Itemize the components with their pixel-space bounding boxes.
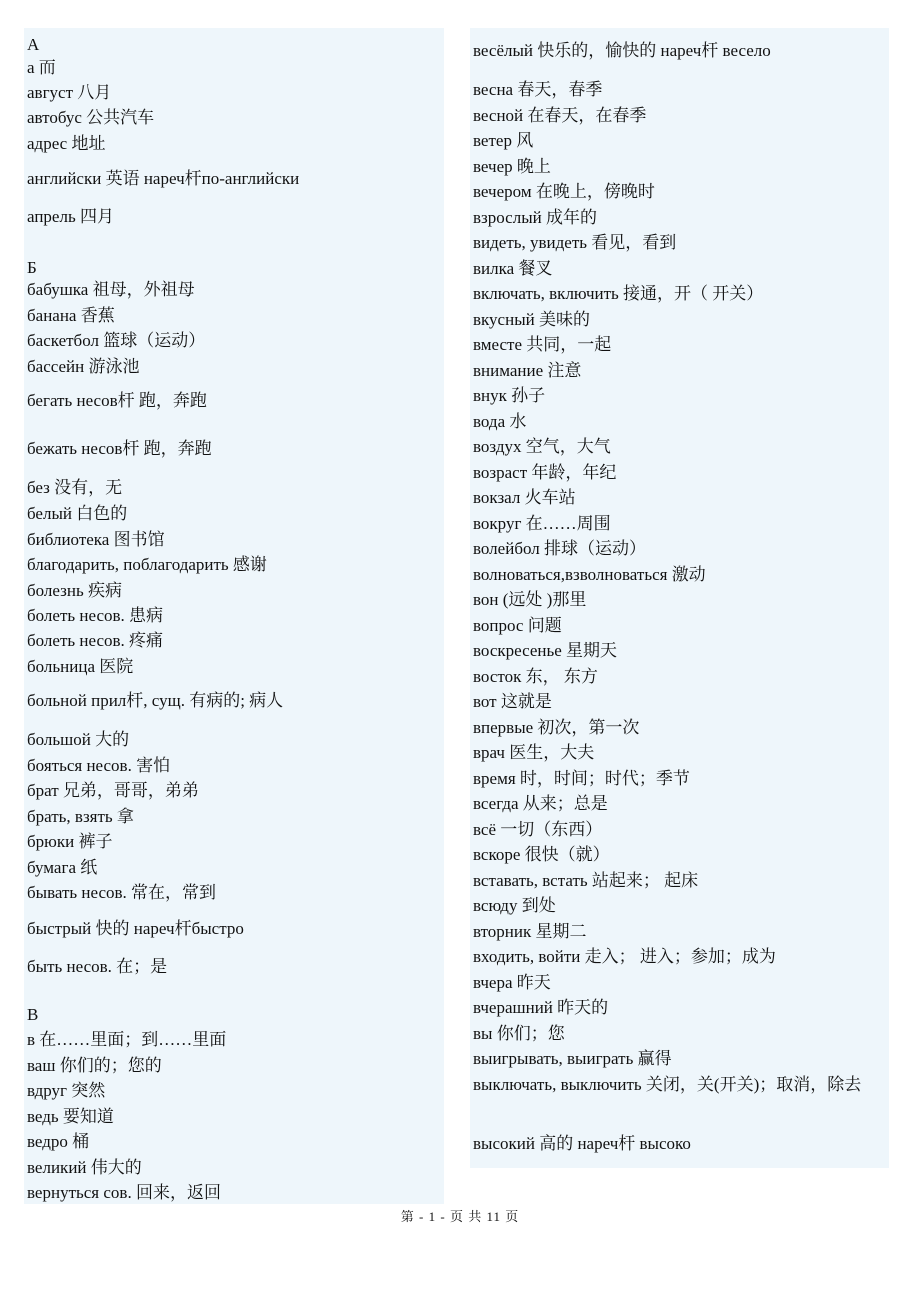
dictionary-entry: библиотека 图书馆 xyxy=(27,530,165,549)
dictionary-entry: быстрый 快的 нареч杆быстро xyxy=(27,919,244,938)
dictionary-entry: баскетбол 篮球（运动） xyxy=(27,331,206,350)
dictionary-entry: врач 医生，大夫 xyxy=(473,743,595,762)
dictionary-entry: весна 春天，春季 xyxy=(473,80,603,99)
dictionary-entry: больница 医院 xyxy=(27,657,134,676)
dictionary-entry: быть несов. 在；是 xyxy=(27,957,168,976)
dictionary-entry: вскоре 很快（就） xyxy=(473,845,610,864)
dictionary-entry: волейбол 排球（运动） xyxy=(473,539,646,558)
dictionary-entry: бежать несов杆 跑，奔跑 xyxy=(27,439,212,458)
dictionary-entry: больной прил杆, сущ. 有病的; 病人 xyxy=(27,691,284,710)
dictionary-entry: бассейн 游泳池 xyxy=(27,357,140,376)
dictionary-entry: всегда 从来；总是 xyxy=(473,794,608,813)
dictionary-entry: A xyxy=(27,35,40,54)
dictionary-entry: вилка 餐叉 xyxy=(473,259,553,278)
dictionary-entry: ведь 要知道 xyxy=(27,1107,114,1126)
dictionary-entry: вокзал 火车站 xyxy=(473,488,576,507)
dictionary-entry: В xyxy=(27,1005,39,1024)
dictionary-entry: вчерашний 昨天的 xyxy=(473,998,609,1017)
dictionary-entry: без 没有，无 xyxy=(27,478,123,497)
dictionary-entry: апрель 四月 xyxy=(27,207,114,226)
dictionary-entry: вот 这就是 xyxy=(473,692,552,711)
dictionary-entry: большой 大的 xyxy=(27,730,130,749)
dictionary-entry: бумага 纸 xyxy=(27,858,98,877)
left-column xyxy=(24,28,444,1204)
dictionary-entry: всюду 到处 xyxy=(473,896,556,915)
dictionary-entry: вкусный 美味的 xyxy=(473,310,590,329)
dictionary-entry: вечер 晚上 xyxy=(473,157,551,176)
dictionary-entry: вернуться сов. 回来，返回 xyxy=(27,1183,221,1202)
dictionary-entry: великий 伟大的 xyxy=(27,1158,142,1177)
dictionary-entry: вопрос 问题 xyxy=(473,616,562,635)
dictionary-entry: восток 东， 东方 xyxy=(473,667,598,686)
dictionary-entry: вдруг 突然 xyxy=(27,1081,106,1100)
dictionary-entry: вы 你们；您 xyxy=(473,1024,565,1043)
dictionary-entry: Б xyxy=(27,258,37,277)
dictionary-entry: ваш 你们的；您的 xyxy=(27,1056,162,1075)
dictionary-entry: брат 兄弟，哥哥，弟弟 xyxy=(27,781,199,800)
dictionary-entry: включать, включить 接通，开（ 开关） xyxy=(473,284,764,303)
dictionary-entry: вторник 星期二 xyxy=(473,922,587,941)
dictionary-entry: выигрывать, выиграть 赢得 xyxy=(473,1049,672,1068)
dictionary-entry: болезнь 疾病 xyxy=(27,581,122,600)
dictionary-entry: болеть несов. 患病 xyxy=(27,606,164,625)
dictionary-entry: впервые 初次，第一次 xyxy=(473,718,640,737)
dictionary-entry: банана 香蕉 xyxy=(27,306,115,325)
dictionary-entry: входить, войти 走入； 进入；参加；成为 xyxy=(473,947,776,966)
dictionary-entry: а 而 xyxy=(27,58,56,77)
dictionary-entry: воздух 空气，大气 xyxy=(473,437,611,456)
dictionary-entry: весной 在春天，在春季 xyxy=(473,106,647,125)
dictionary-entry: белый 白色的 xyxy=(27,504,128,523)
dictionary-entry: воскресенье 星期天 xyxy=(473,641,618,660)
dictionary-entry: брюки 裤子 xyxy=(27,832,113,851)
dictionary-entry: вместе 共同，一起 xyxy=(473,335,612,354)
dictionary-entry: время 时，时间；时代；季节 xyxy=(473,769,690,788)
dictionary-entry: вокруг 在……周围 xyxy=(473,514,611,533)
dictionary-entry: взрослый 成年的 xyxy=(473,208,597,227)
dictionary-entry: в 在……里面；到……里面 xyxy=(27,1030,227,1049)
dictionary-entry: вставать, встать 站起来； 起床 xyxy=(473,871,699,890)
dictionary-entry: август 八月 xyxy=(27,83,112,102)
right-column xyxy=(470,28,889,1168)
dictionary-entry: брать, взять 拿 xyxy=(27,807,134,826)
dictionary-entry: ведро 桶 xyxy=(27,1132,90,1151)
dictionary-entry: вчера 昨天 xyxy=(473,973,551,992)
dictionary-entry: видеть, увидеть 看见，看到 xyxy=(473,233,677,252)
dictionary-entry: всё 一切（东西） xyxy=(473,820,603,839)
dictionary-entry: внимание 注意 xyxy=(473,361,582,380)
dictionary-entry: высокий 高的 нареч杆 высоко xyxy=(473,1134,691,1153)
dictionary-entry: адрес 地址 xyxy=(27,134,106,153)
dictionary-entry: бегать несов杆 跑，奔跑 xyxy=(27,391,207,410)
dictionary-entry: бабушка 祖母，外祖母 xyxy=(27,280,195,299)
dictionary-entry: ветер 风 xyxy=(473,131,534,150)
dictionary-entry: вечером 在晚上，傍晚时 xyxy=(473,182,655,201)
dictionary-entry: автобус 公共汽车 xyxy=(27,108,155,127)
dictionary-entry: внук 孙子 xyxy=(473,386,546,405)
dictionary-entry: выключать, выключить 关闭，关(开关)；取消，除去 xyxy=(473,1075,862,1094)
dictionary-entry: возраст 年龄，年纪 xyxy=(473,463,617,482)
dictionary-entry: английски 英语 нареч杆по-английски xyxy=(27,169,300,188)
dictionary-entry: весёлый 快乐的，愉快的 нареч杆 весело xyxy=(473,41,771,60)
dictionary-entry: бояться несов. 害怕 xyxy=(27,756,171,775)
dictionary-entry: волноваться,взволноваться 激动 xyxy=(473,565,706,584)
dictionary-entry: вода 水 xyxy=(473,412,527,431)
page-footer: 第 - 1 - 页 共 11 页 xyxy=(400,1209,520,1224)
dictionary-entry: вон (远处 )那里 xyxy=(473,590,587,609)
dictionary-entry: болеть несов. 疼痛 xyxy=(27,631,164,650)
dictionary-entry: бывать несов. 常在，常到 xyxy=(27,883,217,902)
dictionary-entry: благодарить, поблагодарить 感谢 xyxy=(27,555,267,574)
